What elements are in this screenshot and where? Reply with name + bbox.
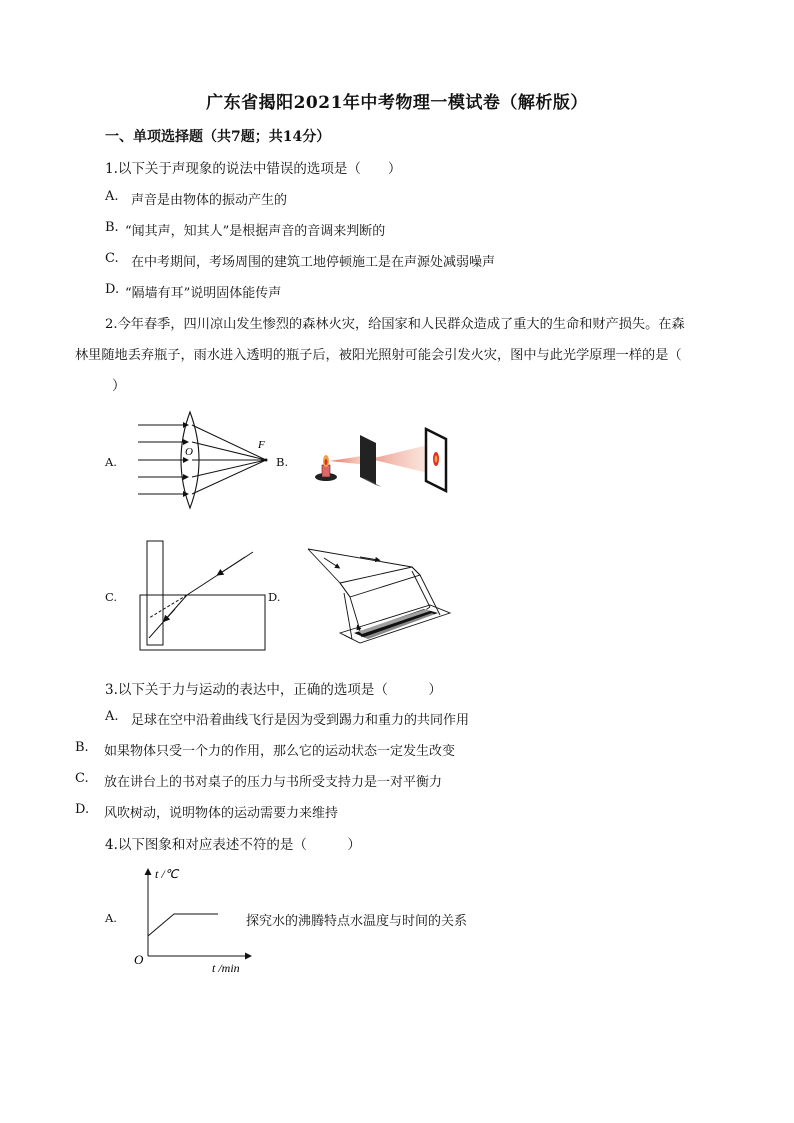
- question-3-stem: 3.以下关于力与运动的表达中，正确的选项是（ ）: [105, 682, 442, 698]
- q2-option-c-label: C.: [105, 590, 118, 604]
- q1-option-a-label: A.: [105, 189, 119, 204]
- question-2-stem-line3: ）: [112, 378, 126, 394]
- q1-option-b-label: B.: [105, 220, 119, 235]
- convex-lens-diagram: [130, 412, 280, 502]
- prism-dispersion-diagram: [300, 543, 460, 648]
- graph-x-axis-label: t /min: [212, 961, 240, 975]
- q3-option-a-label: A.: [105, 709, 119, 724]
- q2-option-d-label: D.: [268, 590, 281, 604]
- section-heading: 一、单项选择题（共7题；共14分）: [105, 129, 331, 145]
- question-4-stem: 4.以下图象和对应表述不符的是（ ）: [105, 837, 361, 853]
- graph-origin-label: O: [134, 952, 144, 967]
- q2-option-a-label: A.: [105, 455, 117, 469]
- q3-option-c-label: C.: [75, 771, 89, 786]
- question-2-stem-line2: 林里随地丢弃瓶子，雨水进入透明的瓶子后，被阳光照射可能会引发火灾，图中与此光学原理一样的是（: [75, 348, 682, 363]
- q4-option-a-label: A.: [105, 911, 117, 925]
- question-1-stem: 1.以下关于声现象的说法中错误的选项是（ ）: [105, 161, 402, 177]
- question-2-stem-line1: 2.今年春季，四川凉山发生惨烈的森林火灾，给国家和人民群众造成了重大的生命和财产损失。在森: [105, 317, 685, 332]
- q2-option-b-label: B.: [276, 455, 289, 469]
- q1-option-a-text: 声音是由物体的振动产生的: [131, 193, 288, 208]
- q3-option-a-text: 足球在空中沿着曲线飞行是因为受到踢力和重力的共同作用: [131, 713, 470, 728]
- q3-option-d-label: D.: [75, 802, 90, 817]
- q1-option-c-text: 在中考期间，考场周围的建筑工地停顿施工是在声源处减弱噪声: [131, 255, 496, 270]
- q1-option-d-text: “隔墙有耳”说明固体能传声: [125, 286, 282, 301]
- focus-label: F: [258, 439, 265, 451]
- temperature-time-graph: [130, 862, 260, 974]
- page-title: 广东省揭阳2021年中考物理一模试卷（解析版）: [206, 93, 588, 113]
- q1-option-b-text: “闻其声，知其人”是根据声音的音调来判断的: [125, 224, 386, 239]
- q4-option-a-text: 探究水的沸腾特点水温度与时间的关系: [246, 914, 468, 929]
- lens-center-label: O: [185, 446, 193, 458]
- q3-option-b-label: B.: [75, 740, 89, 755]
- graph-y-axis-label: t /℃: [155, 867, 179, 881]
- refraction-glass-block-diagram: [135, 538, 270, 653]
- q1-option-c-label: C.: [105, 251, 119, 266]
- q3-option-b-text: 如果物体只受一个力的作用，那么它的运动状态一定发生改变: [104, 744, 456, 759]
- q3-option-c-text: 放在讲台上的书对桌子的压力与书所受支持力是一对平衡力: [104, 775, 443, 790]
- q1-option-d-label: D.: [105, 282, 120, 297]
- pinhole-imaging-diagram: [310, 425, 455, 495]
- q3-option-d-text: 风吹树动，说明物体的运动需要力来维持: [104, 806, 339, 821]
